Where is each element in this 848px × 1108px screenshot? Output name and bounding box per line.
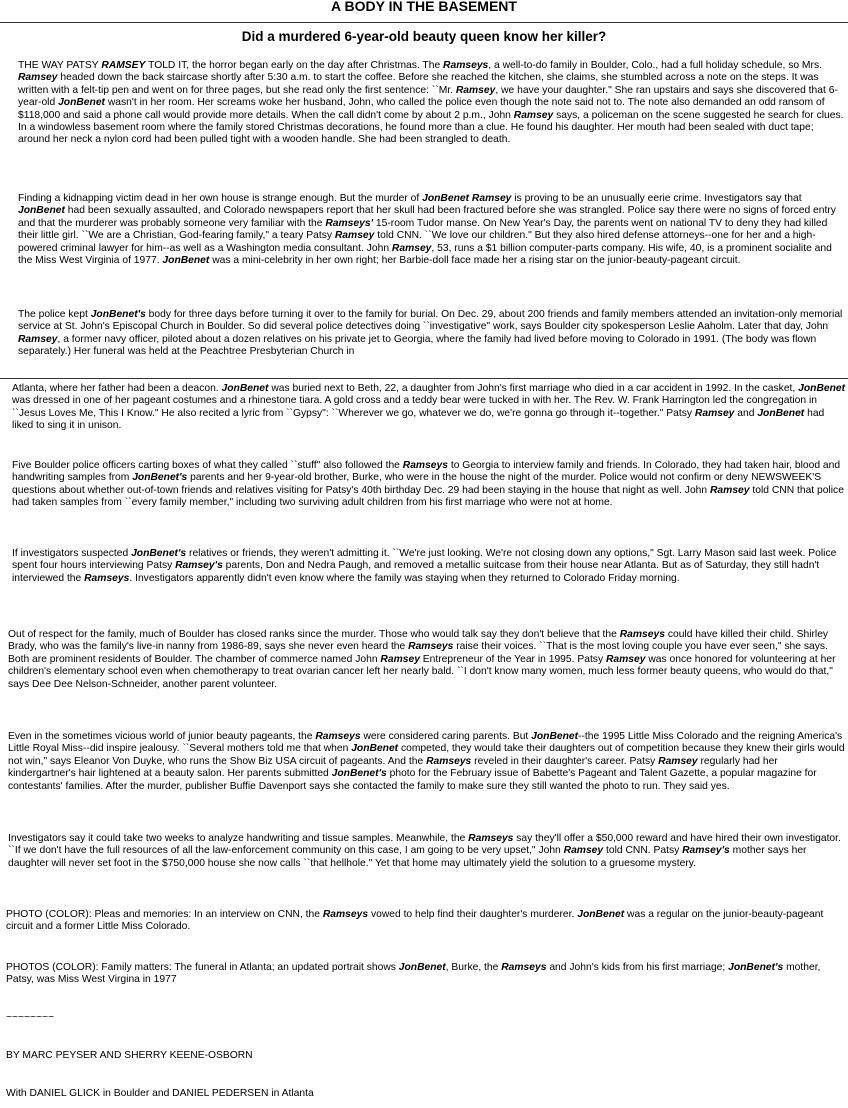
byline: BY MARC PEYSER AND SHERRY KEENE-OSBORN [6,1050,253,1061]
text-run: told CNN that police had taken samples from ``every family member," including two surviving adult children from his first marriage who were not at home. [12,484,844,509]
text-run: Atlanta, where her father had been a deacon. [12,383,222,394]
text-run: body for three days before turning it over to the family for burial. On Dec. 29, about 200 friends and family members attended an invitation-only memorial service at St. John's Episcopal Church in Boulder. So did several police detectives doing ``investigative" work, says Boulder city spokesperson Leslie Aaholm. Later that day, John [18,309,843,333]
text-run: were considered caring parents. But [360,731,532,742]
name-emphasis: Ramsey [563,845,604,857]
text-run: and [734,407,758,419]
name-emphasis: Ramsey [710,484,750,496]
text-run: was a regular on the junior-beauty-pageant circuit and a former Little Miss Colorado. [6,909,824,933]
name-emphasis: Ramsey [391,242,432,254]
name-emphasis: Ramsey [658,755,698,767]
text-run: , a well-to-do family in Boulder, Colo., had a full holiday schedule, so Mrs. [488,60,822,71]
article-subtitle: Did a murdered 6-year-old beauty queen know her killer? [241,29,607,44]
text-run: headed down the back staircase shortly after 5:30 a.m. to start the coffee. Before she reached the kitchen, she claims, she stumbled across a note on the steps. It was written with a felt-tip pen and went on for three pages, but she read only the first sentence: ``Mr. [18,72,819,96]
paragraph-5 [12,460,846,510]
paragraph-1 [18,60,846,147]
name-emphasis: Ramseys [443,60,489,71]
contributor-line: With DANIEL GLICK in Boulder and DANIEL PEDERSEN in Atlanta [6,1088,314,1099]
text-run: Finding a kidnapping victim dead in her own house is strange enough. But the murder of [18,193,423,204]
text-run: was dressed in one of her pageant costumes and a rhinestone tiara. A gold cross and a teddy bear were tucked in with her. The Rev. W. Frank Harrington led the congregation in ``Jesus Loves Me, This I Know." He also recited a lyric from ``Gypsy": ``Wherever we go, whatever we do, we're gonna go through it--together." Patsy [12,395,817,419]
text-run: told CNN. Patsy [603,845,683,857]
name-emphasis: JonBenet's [331,768,387,780]
text-run: says, a policeman on the scene suggested he search for clues. In a windowless basement room where the family stored Christmas decorations, he found more than a clue. He found his daughter. Her mouth had been sealed with duct tape; around her neck a nylon cord had been pulled tight with a wooden handle. She had been strangled to death. [18,109,844,146]
text-run: Out of respect for the family, much of Boulder has closed ranks since the murder. Those who would talk say they don't believe that the [8,629,620,640]
text-run: was buried next to Beth, 22, a daughter from John's first marriage who died in a car accident in 1992. In the casket, [268,383,799,394]
name-emphasis: Ramsey [18,333,58,345]
text-run: vowed to help find their daughter's murderer. [368,909,578,920]
paragraph-9 [8,833,846,870]
text-run: was a mini-celebrity in her own right; her Barbie-doll face made her a rising star on the junior-beauty-pageant circuit. [209,255,741,267]
name-emphasis: Ramsey [18,72,58,84]
photo-caption-1 [6,909,846,934]
text-run: THE WAY PATSY [18,60,102,71]
name-emphasis: JonBenet [531,731,579,742]
name-emphasis: JonBenet [162,255,210,267]
paragraph-8 [8,731,846,793]
text-run: Five Boulder police officers carting boxes of what they called ``stuff" also followed the [12,460,403,471]
name-emphasis: Ramsey [605,653,646,665]
name-emphasis: JonBenet [798,383,846,394]
text-run: Entrepreneur of the Year in 1995. Patsy [419,653,606,665]
text-run: 15-room Tudor manse. On New Year's Day, the parents went on national TV to deny they had killed their little girl. ``We are a Christian, God-fearing family," a teary Patsy [18,217,828,242]
text-run: mother, Patsy, was Miss West Virgina in 1977 [6,962,821,986]
text-run: and John's kids from his first marriage; [546,962,729,973]
name-emphasis: JonBenet [351,743,399,755]
name-emphasis: Ramseys [468,833,514,844]
name-emphasis: Ramseys [315,731,361,742]
text-run: had been sexually assaulted, and Colorado newspapers report that her skull had been fractured before she was strangled. Police say there were no signs of forced entry and that the murderer was probably someone very familiar with the [18,205,836,229]
paragraph-2 [18,193,846,267]
name-emphasis: Ramsey [694,407,735,419]
text-run: had liked to sing it in unison. [12,407,825,432]
text-run: raise their voices. ``That is the most loving couple you have ever seen," she says. Both are prominent residents of Boulder. The chamber of commerce named John [8,641,828,665]
text-run: The police kept [18,309,91,320]
text-run: , 53, runs a $1 billion computer-parts company. His wife, 40, is a prominent socialite and the Miss West Virginia of 1977. [18,242,832,267]
text-run: wasn't in her room. Her screams woke her husband, John, who called the police even though the note said not to. The note also demanded an odd ransom of $118,000 and said a phone call would provide more details. When the call didn't come by about 2 p.m., John [18,97,825,121]
name-emphasis: Ramseys [408,641,454,653]
name-emphasis: JonBenet's [131,548,187,559]
text-run: , a former navy officer, piloted about a dozen relatives on his private jet to Georgia, where the family had lived before moving to Colorado in 1991. (The body was flown separately.) Her funeral was held at the Peachtree Presbyterian Church in [18,333,817,358]
name-emphasis: RAMSEY [101,60,146,71]
article-title: A BODY IN THE BASEMENT [331,0,517,14]
text-run: relatives or friends, they weren't admitting it. ``We're just looking. We're not closing down any options," Sgt. Larry Mason said last week. Police spent four hours interviewing Patsy [12,548,837,572]
header-rule [0,22,848,23]
text-run: PHOTO (COLOR): Pleas and memories: In an interview on CNN, the [6,909,323,920]
page-fold-rule [0,378,848,379]
paragraph-6 [12,548,846,585]
text-run: parents and her 9-year-old brother, Burke, who were in the house the night of the murder. Police would not confirm or deny NEWSWEEK'S questions about whether out-of-town friends and relatives visiting for Patsy's 40th birthday Dec. 29 had been staying in the house that night as well. John [12,472,822,496]
text-run: , Burke, the [445,962,502,973]
name-emphasis: JonBenet [18,205,65,217]
text-run: mother says her daughter will never set foot in the $750,000 house she now calls ``that hellhole." Yet that home may ultimately yield the solution to a gruesome mystery. [8,845,807,869]
name-emphasis: Ramsey [380,653,420,665]
paragraph-3 [18,309,846,359]
name-emphasis: JonBenet [221,383,269,394]
text-run: was once honored for volunteering at her children's elementary school even when chemotherapy to treat ovarian cancer left her nearly bald. ``I don't know many women, much less former beauty queens, who would do that," says Dee Dee Nelson-Schneider, another parent volunteer. [8,653,836,690]
name-emphasis: JonBenet's [728,962,784,973]
separator-line: ~~~~~~~~ [6,1012,55,1023]
text-run: could have killed their child. Shirley Brady, who was the family's live-in nanny from 1986-89, says she never even heard the [8,629,829,653]
text-run: competed, they would take their daughters out of competition because they knew their girls would not win," says Eleanor Von Duyke, who runs the Show Biz USA circuit of pageants. And the [8,743,845,767]
text-run: regularly had her kindergartner's hair lightened at a beauty salon. Her parents submitted [8,755,778,780]
name-emphasis: Ramsey [334,230,375,242]
name-emphasis: JonBenet [577,909,625,920]
text-run: photo for the February issue of Babette's Pageant and Talent Gazette, a popular magazine for contestants' families. After the murder, publisher Buffie Davenport says she contacted the family to make sure they still wanted the photo to run. They said yes. [8,768,817,792]
name-emphasis: Ramsey [455,84,496,96]
name-emphasis: Ramsey's [682,845,730,857]
name-emphasis: JonBenet [757,407,805,419]
text-run: , we have your daughter." She ran upstairs and says she discovered that 6-year-old [18,84,838,109]
text-run: parents, Don and Nedra Paugh, and removed a metallic suitcase from their house near Atlanta. But as of Saturday, they still hadn't interviewed the [12,560,820,584]
name-emphasis: Ramseys [426,755,472,767]
name-emphasis: JonBenet's [132,472,188,484]
name-emphasis: JonBenet Ramsey [422,193,512,204]
text-run: Investigators say it could take two weeks to analyze handwriting and tissue samples. Meanwhile, the [8,833,469,844]
name-emphasis: Ramseys [501,962,547,973]
name-emphasis: Ramseys [402,460,448,471]
name-emphasis: Ramsey [513,109,554,121]
text-run: is proving to be an unusually eerie crime. Investigators say that [511,193,802,204]
photo-caption-2 [6,962,846,987]
text-run: Even in the sometimes vicious world of junior beauty pageants, the [8,731,316,742]
text-run: reveled in their daughter's career. Patsy [471,755,659,767]
text-run: say they'll offer a $50,000 reward and have hired their own investigator. ``If we don't have the full resources of all the law-enforcement community on this case, I am going to be very upset," John [8,833,841,857]
name-emphasis: JonBenet's [90,309,146,320]
paragraph-4 [12,383,846,433]
text-run: If investigators suspected [12,548,132,559]
name-emphasis: Ramseys [322,909,369,920]
name-emphasis: JonBenet [58,97,105,109]
name-emphasis: JonBenet [398,962,446,973]
text-run: to Georgia to interview family and friends. In Colorado, they had taken hair, blood and handwriting samples from [12,460,841,484]
text-run: . Investigators apparently didn't even know where the family was staying when they returned to Colorado Friday morning. [129,572,680,584]
text-run: --the 1995 Little Miss Colorado and the reigning America's Little Royal Miss--did inspire jealousy. ``Several mothers told me that when [8,731,843,755]
name-emphasis: Ramsey's [175,560,223,572]
text-run: PHOTOS (COLOR): Family matters: The funeral in Atlanta; an updated portrait shows [6,962,399,973]
paragraph-7 [8,629,846,691]
name-emphasis: Ramseys' [325,217,374,229]
name-emphasis: Ramseys [84,572,130,584]
name-emphasis: Ramseys [619,629,665,640]
text-run: TOLD IT, the horror began early on the day after Christmas. The [145,60,444,71]
text-run: told CNN. ``We love our children." But they also hired defense attorneys--one for her and a high-powered criminal lawyer for him--as well as a Washington media consultant. John [18,230,816,254]
